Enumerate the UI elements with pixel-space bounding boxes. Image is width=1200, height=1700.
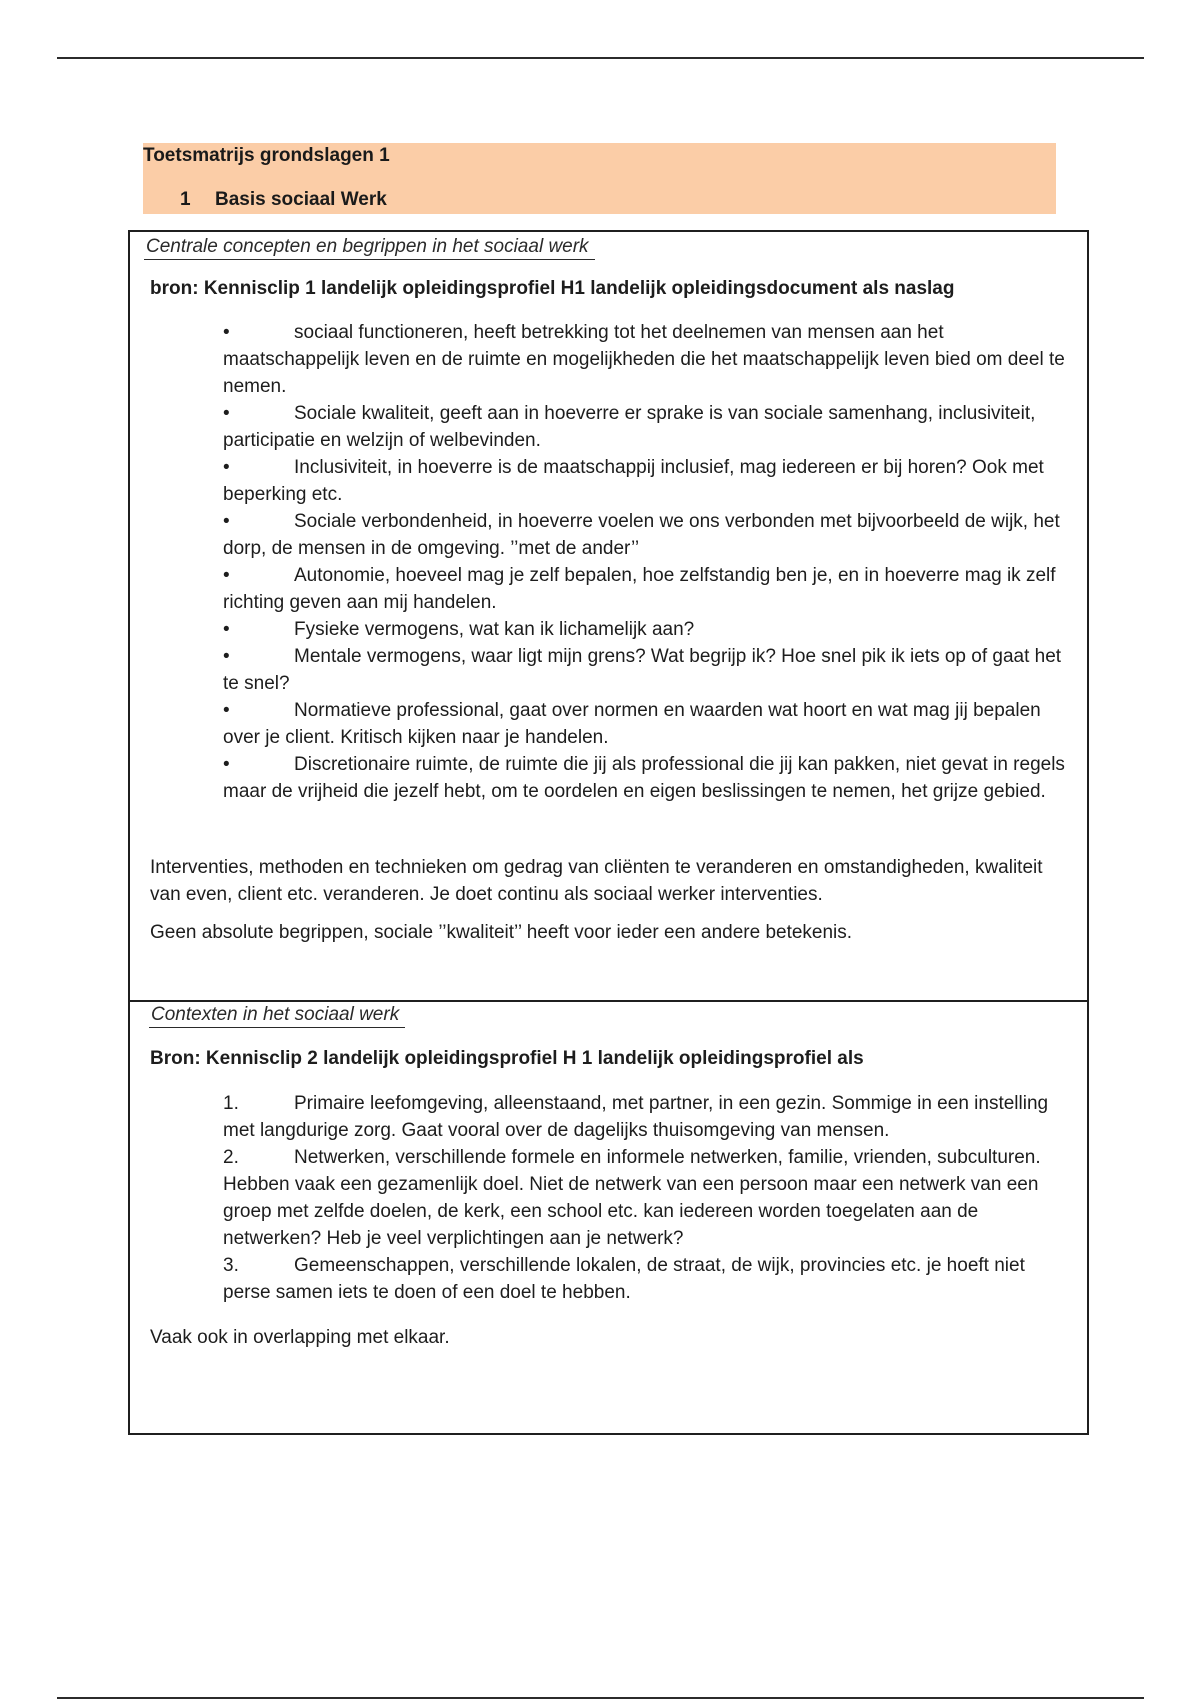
- section-title: Centrale concepten en begrippen in het sociaal werk: [144, 236, 595, 260]
- list-item: • Discretionaire ruimte, de ruimte die jij als professional die jij kan pakken, niet gevat in regels maar de vrijheid die jezelf hebt, om te oordelen en eigen beslissingen te nemen, het grijze gebied.: [223, 751, 1073, 805]
- bullet-marker: •: [223, 754, 230, 775]
- chapter-heading: [180, 189, 387, 211]
- list-item: • Sociale kwaliteit, geeft aan in hoeverre er sprake is van sociale samenhang, inclusiviteit, participatie en welzijn of welbevinden.: [223, 400, 1073, 454]
- list-item: • Mentale vermogens, waar ligt mijn grens? Wat begrijp ik? Hoe snel pik ik iets op of gaat het te snel?: [223, 643, 1073, 697]
- header-band: [143, 143, 1056, 214]
- list-item: 1. Primaire leefomgeving, alleenstaand, met partner, in een gezin. Sommige in een instelling met langdurige zorg. Gaat vooral over de dagelijks thuisomgeving van mensen.: [223, 1090, 1073, 1144]
- chapter-title: Basis sociaal Werk: [215, 189, 387, 210]
- bullet-list: [223, 319, 1073, 805]
- list-item: 3. Gemeenschappen, verschillende lokalen, de straat, de wijk, provincies etc. je hoeft niet perse samen iets te doen of een doel te hebben.: [223, 1252, 1073, 1306]
- list-number: 2.: [223, 1147, 239, 1168]
- bullet-marker: •: [223, 322, 230, 343]
- numbered-list: [223, 1090, 1073, 1306]
- section-source: bron: Kennisclip 1 landelijk opleidingsprofiel H1 landelijk opleidingsdocument als naslag: [150, 278, 955, 299]
- bullet-marker: •: [223, 457, 230, 478]
- paragraph-overlap: Vaak ook in overlapping met elkaar.: [150, 1327, 450, 1348]
- section-source: Bron: Kennisclip 2 landelijk opleidingsprofiel H 1 landelijk opleidingsprofiel als: [150, 1048, 864, 1069]
- list-item: • Sociale verbondenheid, in hoeverre voelen we ons verbonden met bijvoorbeeld de wijk, het dorp, de mensen in de omgeving. ’’met de ander’’: [223, 508, 1073, 562]
- list-number: 3.: [223, 1255, 239, 1276]
- chapter-number: 1: [180, 189, 191, 210]
- section-central-concepts: [130, 232, 1087, 1002]
- bullet-marker: •: [223, 511, 230, 532]
- list-item: 2. Netwerken, verschillende formele en informele netwerken, familie, vrienden, subculturen. Hebben vaak een gezamenlijk doel. Niet de netwerk van een persoon maar een netwerk van een groep met zelfde doelen, de kerk, een school etc. kan iedereen worden toegelaten aan de netwerken? Heb je veel verplichtingen aan je netwerk?: [223, 1144, 1073, 1252]
- bullet-marker: •: [223, 403, 230, 424]
- paragraph-absolute-concepts: Geen absolute begrippen, sociale ’’kwaliteit’’ heeft voor ieder een andere betekenis.: [150, 922, 853, 943]
- list-item: • sociaal functioneren, heeft betrekking tot het deelnemen van mensen aan het maatschappelijk leven en de ruimte en mogelijkheden die het maatschappelijk leven bied om deel te nemen.: [223, 319, 1073, 400]
- list-item: • Fysieke vermogens, wat kan ik lichamelijk aan?: [223, 616, 1073, 643]
- list-item: • Normatieve professional, gaat over normen en waarden wat hoort en wat mag jij bepalen over je client. Kritisch kijken naar je handelen.: [223, 697, 1073, 751]
- top-rule: [57, 57, 1144, 59]
- bullet-marker: •: [223, 700, 230, 721]
- bottom-rule: [57, 1697, 1144, 1699]
- bullet-marker: •: [223, 646, 230, 667]
- document-title: Toetsmatrijs grondslagen 1: [143, 145, 390, 166]
- section-contexts: [130, 1002, 1087, 1433]
- section-title: Contexten in het sociaal werk: [149, 1004, 405, 1028]
- list-item: • Autonomie, hoeveel mag je zelf bepalen, hoe zelfstandig ben je, en in hoeverre mag ik zelf richting geven aan mij handelen.: [223, 562, 1073, 616]
- content-table: [128, 230, 1089, 1435]
- paragraph-interventions: Interventies, methoden en technieken om gedrag van cliënten te veranderen en omstandigheden, kwaliteit van even, client etc. veranderen. Je doet continu als sociaal werker interventies.: [150, 857, 1043, 905]
- bullet-marker: •: [223, 565, 230, 586]
- bullet-marker: •: [223, 619, 230, 640]
- list-number: 1.: [223, 1093, 239, 1114]
- list-item: • Inclusiviteit, in hoeverre is de maatschappij inclusief, mag iedereen er bij horen? Ook met beperking etc.: [223, 454, 1073, 508]
